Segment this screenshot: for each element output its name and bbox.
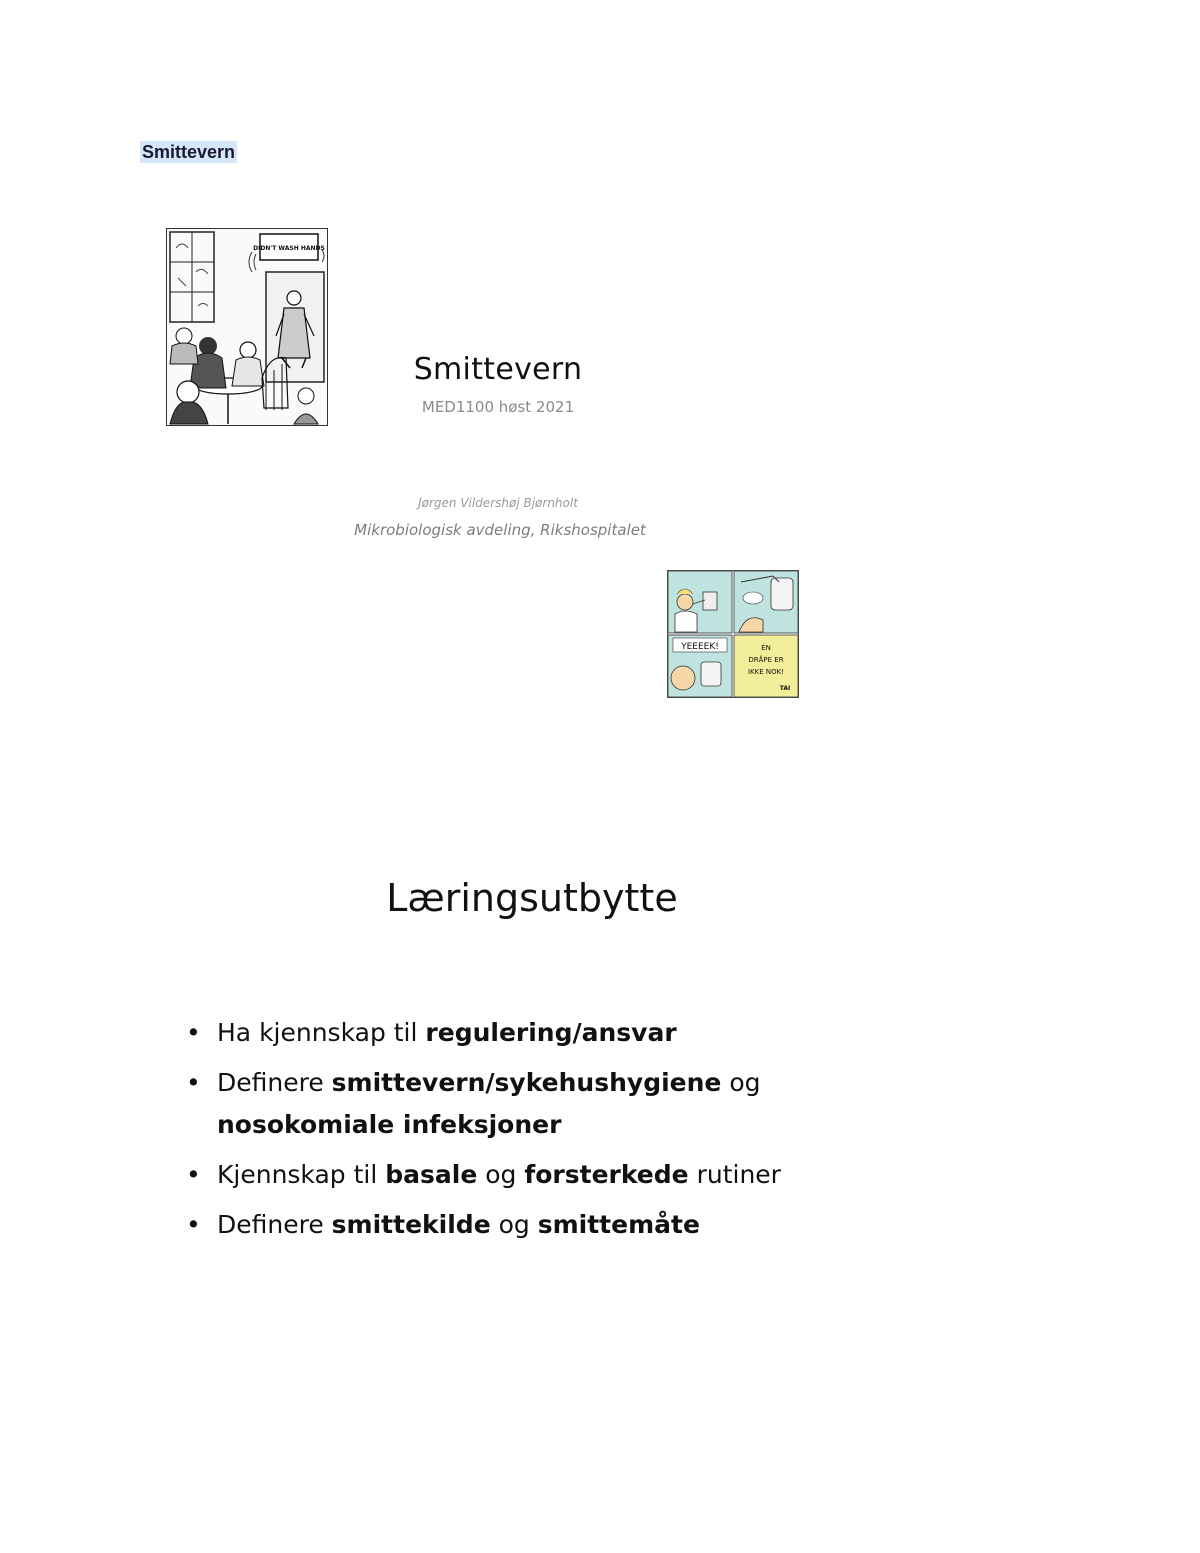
bullet-text: Ha kjennskap til xyxy=(217,1018,426,1047)
learning-outcomes-list xyxy=(186,1012,886,1254)
hand-sanitizer-comic xyxy=(667,570,799,698)
learning-outcome-item xyxy=(186,1204,886,1246)
bold-term: smittekilde xyxy=(331,1210,491,1239)
bold-term: nosokomiale infeksjoner xyxy=(217,1110,562,1139)
bullet-text: Kjennskap til xyxy=(217,1160,386,1189)
bullet-text: rutiner xyxy=(688,1160,781,1189)
slide-title: Smittevern xyxy=(413,352,583,387)
slide-1 xyxy=(0,0,1200,760)
document-header-label: Smittevern xyxy=(142,142,236,162)
learning-outcome-item xyxy=(186,1012,886,1054)
comic-panel3-text: YEEEEK! xyxy=(681,642,719,652)
cartoon-sign-text: DIDN'T WASH HANDS xyxy=(253,245,325,252)
comic-panel4-line-2: DRÅPE ER xyxy=(748,656,784,664)
handwashing-cartoon-illustration xyxy=(166,228,328,426)
bullet-text: og xyxy=(477,1160,525,1189)
comic-panel4-line-3: IKKE NOK! xyxy=(747,668,785,676)
bold-term: regulering/ansvar xyxy=(425,1018,677,1047)
slide-subtitle: MED1100 høst 2021 xyxy=(421,398,575,416)
bullet-text: Definere xyxy=(217,1210,332,1239)
department-name: Mikrobiologisk avdeling, Rikshospitalet xyxy=(354,521,646,539)
bullet-text: og xyxy=(490,1210,538,1239)
bold-term: basale xyxy=(385,1160,478,1189)
learning-outcomes-title: Læringsutbytte xyxy=(386,876,678,920)
bullet-text: og xyxy=(721,1068,761,1097)
bullet-text: Definere xyxy=(217,1068,332,1097)
comic-panel4-signature: TAI xyxy=(779,685,791,692)
learning-outcome-item xyxy=(186,1154,886,1196)
learning-outcome-item xyxy=(186,1062,886,1146)
bold-term: forsterkede xyxy=(524,1160,689,1189)
bold-term: smittevern/sykehushygiene xyxy=(331,1068,722,1097)
comic-panel4-line-1: ÉN xyxy=(761,644,771,652)
author-name: Jørgen Vildershøj Bjørnholt xyxy=(418,496,578,510)
bold-term: smittemåte xyxy=(537,1210,700,1239)
